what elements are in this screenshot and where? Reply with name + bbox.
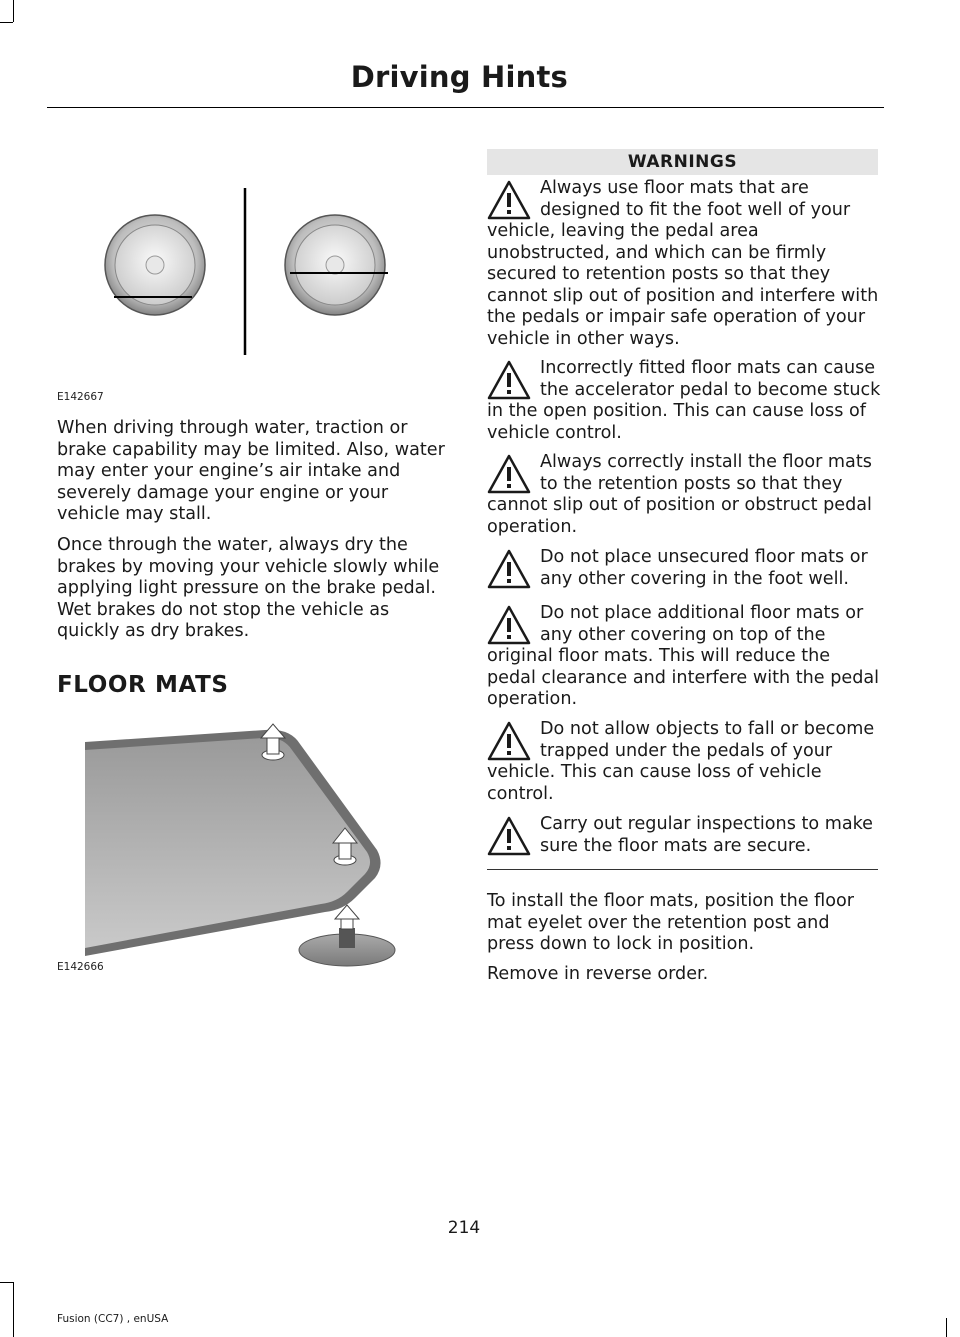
warning-text: Incorrectly fitted floor mats can cause the accelerator pedal to become stuck in the open position. This can cause loss of vehicle control. bbox=[487, 358, 881, 443]
crop-mark bbox=[0, 1282, 13, 1283]
warning-triangle-icon bbox=[487, 360, 531, 400]
floor-mat-illustration bbox=[85, 700, 400, 972]
crop-mark bbox=[0, 22, 13, 23]
wheel-left bbox=[105, 215, 205, 315]
warning-triangle-icon bbox=[487, 454, 531, 494]
remove-paragraph: Remove in reverse order. bbox=[487, 964, 709, 984]
warning-item bbox=[487, 358, 881, 444]
page-title: Driving Hints bbox=[350, 60, 568, 94]
figure-code: E142666 bbox=[57, 961, 104, 973]
warning-text: Do not allow objects to fall or become trapped under the pedals of your vehicle. This can cause loss of vehicle control. bbox=[487, 719, 875, 804]
warning-text: Always use floor mats that are designed to fit the foot well of your vehicle, leaving the pedal area unobstructed, and which can be firmly secured to retention posts so that they cannot slip out of position and interfere with the pedals or impair safe operation of your vehicle in other ways. bbox=[487, 178, 879, 349]
crop-mark bbox=[13, 1282, 14, 1337]
install-paragraph: To install the floor mats, position the floor mat eyelet over the retention post and press down to lock in position. bbox=[487, 891, 855, 955]
warning-item bbox=[487, 178, 881, 350]
warning-triangle-icon bbox=[487, 549, 531, 589]
wheel-right bbox=[285, 215, 388, 315]
warnings-heading: WARNINGS bbox=[487, 149, 878, 175]
warning-item bbox=[487, 719, 881, 805]
warnings-end-rule bbox=[487, 869, 878, 870]
page-number: 214 bbox=[447, 1218, 481, 1238]
warning-triangle-icon bbox=[487, 180, 531, 220]
warning-text: Carry out regular inspections to make sure the floor mats are secure. bbox=[540, 814, 874, 856]
header-rule bbox=[47, 107, 884, 108]
section-heading: FLOOR MATS bbox=[57, 672, 229, 698]
warning-text: Do not place additional floor mats or any other covering on top of the original floor mats. This will reduce the pedal clearance and interfere with the pedal operation. bbox=[487, 603, 880, 709]
warning-triangle-icon bbox=[487, 816, 531, 856]
warning-triangle-icon bbox=[487, 605, 531, 645]
warning-item bbox=[487, 603, 881, 711]
wheel-water-level-illustration bbox=[100, 185, 400, 360]
dry-brakes-paragraph: Once through the water, always dry the brakes by moving your vehicle slowly while applying light pressure on the brake pedal. Wet brakes do not stop the vehicle as quickly as dry brakes. bbox=[57, 535, 440, 642]
retention-post-base bbox=[299, 905, 395, 966]
warning-item bbox=[487, 814, 881, 857]
figure-code: E142667 bbox=[57, 391, 104, 403]
warning-item bbox=[487, 547, 881, 590]
crop-mark bbox=[13, 0, 14, 22]
warning-triangle-icon bbox=[487, 721, 531, 761]
crop-mark bbox=[946, 1318, 947, 1337]
warning-item bbox=[487, 452, 881, 538]
warning-text: Do not place unsecured floor mats or any other covering in the foot well. bbox=[540, 547, 868, 589]
warning-text: Always correctly install the floor mats to the retention posts so that they cannot slip out of position or obstruct pedal operation. bbox=[487, 452, 872, 537]
footer-text: Fusion (CC7) , enUSA bbox=[57, 1313, 169, 1325]
water-traction-paragraph: When driving through water, traction or brake capability may be limited. Also, water may enter your engine’s air intake and severely damage your engine or your vehicle may stall. bbox=[57, 418, 445, 525]
